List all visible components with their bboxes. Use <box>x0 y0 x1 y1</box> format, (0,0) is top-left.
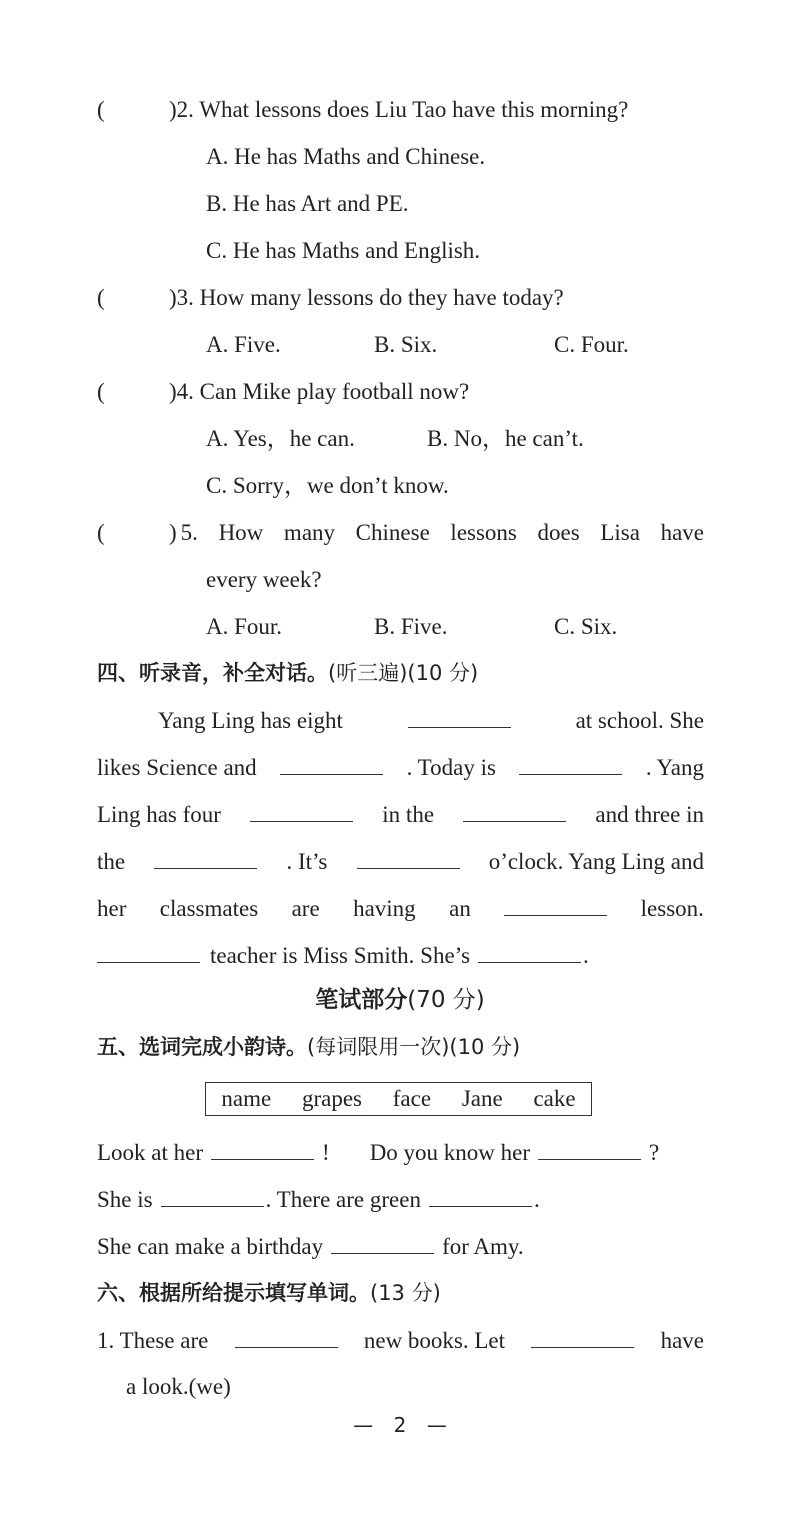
poem-text: . <box>533 1187 540 1212</box>
word-bank-item: name <box>221 1086 272 1111</box>
dialogue-text: the <box>97 849 126 874</box>
page-dash-left: — <box>353 1413 374 1437</box>
fill-blank[interactable] <box>504 893 607 916</box>
word-bank-item: cake <box>533 1086 576 1111</box>
question-text: 1. These are <box>97 1328 209 1353</box>
fill-blank[interactable] <box>357 846 460 869</box>
dialogue-text: . Today is <box>406 755 496 780</box>
answer-paren-close: ) <box>169 379 177 404</box>
page-number: 2 <box>393 1413 407 1437</box>
section-4-title: 四、听录音，补全对话。 <box>97 661 328 685</box>
question-5-stem-line <box>97 518 704 548</box>
fill-blank[interactable] <box>280 752 383 775</box>
dialogue-line-3 <box>97 799 704 830</box>
dialogue-text: . <box>583 943 589 968</box>
word-bank-item: face <box>392 1086 432 1111</box>
section-5-heading <box>97 1032 520 1062</box>
dialogue-line-5 <box>97 893 704 924</box>
question-2-option-a: A. He has Maths and Chinese. <box>206 144 486 169</box>
section-5-title: 五、选词完成小韵诗。 <box>97 1035 307 1059</box>
written-score: (70 分) <box>407 987 485 1013</box>
dialogue-text: her <box>97 896 127 921</box>
dialogue-line-6 <box>97 940 589 971</box>
dialogue-text: likes Science and <box>97 755 257 780</box>
fill-blank[interactable] <box>154 846 257 869</box>
word-bank-item: grapes <box>301 1086 362 1111</box>
question-4-option-b: B. No，he can’t. <box>427 426 584 451</box>
poem-line-3 <box>97 1231 524 1262</box>
question-4-stem-line <box>97 377 469 407</box>
poem-text: She can make a birthday <box>97 1234 324 1259</box>
poem-text: Look at her <box>97 1140 204 1165</box>
poem-text: ? <box>649 1140 660 1165</box>
question-2-stem-line <box>97 95 704 125</box>
fill-question-1-cont: a look.(we) <box>126 1374 231 1399</box>
poem-text: . There are green <box>265 1187 421 1212</box>
fill-blank[interactable] <box>463 799 566 822</box>
question-5-stem-cont: every week? <box>206 567 322 592</box>
question-4-stem: 4. Can Mike play football now? <box>176 379 470 404</box>
section-6-note: (13 分) <box>370 1281 441 1305</box>
dialogue-text: in the <box>382 802 435 827</box>
poem-text: She is <box>97 1187 153 1212</box>
answer-paren-close: ) <box>169 97 177 122</box>
question-4-option-c: C. Sorry，we don’t know. <box>206 473 449 498</box>
question-3-stem-line <box>97 283 564 313</box>
question-2-option-b: B. He has Art and PE. <box>206 191 409 216</box>
poem-line-1 <box>97 1137 659 1168</box>
dialogue-text: and three in <box>595 802 704 827</box>
dialogue-line-2 <box>97 752 704 783</box>
dialogue-text: an <box>449 896 471 921</box>
poem-text: for Amy. <box>442 1234 524 1259</box>
section-4-heading <box>97 658 478 688</box>
fill-blank[interactable] <box>531 1325 634 1348</box>
dialogue-text: Ling has four <box>97 802 221 827</box>
question-text: have <box>660 1328 704 1353</box>
fill-blank[interactable] <box>408 705 511 728</box>
section-5-note: (每词限用一次)(10 分) <box>307 1035 521 1059</box>
dialogue-text: at school. She <box>575 708 704 733</box>
word-bank-box <box>205 1082 592 1116</box>
dialogue-text: . Yang <box>645 755 704 780</box>
dialogue-line-1 <box>158 705 704 736</box>
question-4-option-a: A. Yes，he can. <box>206 426 355 451</box>
question-2-stem: 2. What lessons does Liu Tao have this morning? <box>176 97 629 122</box>
answer-paren-open: ( <box>97 285 105 310</box>
dialogue-text: classmates <box>159 896 259 921</box>
dialogue-text: having <box>353 896 416 921</box>
fill-question-1-line <box>97 1325 704 1356</box>
question-5-stem: 5. How many Chinese lessons does Lisa have <box>180 520 704 545</box>
written-title: 笔试部分 <box>315 987 408 1013</box>
section-4-note: (听三遍)(10 分) <box>328 661 479 685</box>
page-number-footer <box>0 1410 800 1440</box>
question-3-option-c: C. Four. <box>554 332 629 357</box>
question-2-option-c: C. He has Maths and English. <box>206 238 481 263</box>
fill-blank[interactable] <box>429 1184 532 1207</box>
fill-blank[interactable] <box>97 940 200 963</box>
dialogue-text: lesson. <box>640 896 704 921</box>
question-3-option-a: A. Five. <box>206 332 281 357</box>
dialogue-text: Yang Ling has eight <box>158 708 343 733</box>
answer-paren-close: ) <box>169 520 177 545</box>
question-5-option-c: C. Six. <box>554 614 618 639</box>
question-3-stem: 3. How many lessons do they have today? <box>176 285 564 310</box>
dialogue-line-4 <box>97 846 704 877</box>
answer-paren-open: ( <box>97 97 105 122</box>
dialogue-text: o’clock. Yang Ling and <box>488 849 704 874</box>
question-text: new books. Let <box>363 1328 506 1353</box>
fill-blank[interactable] <box>250 799 353 822</box>
dialogue-text: . It’s <box>286 849 328 874</box>
poem-text: Do you know her <box>369 1140 531 1165</box>
question-3-option-b: B. Six. <box>374 332 438 357</box>
dialogue-text: are <box>291 896 320 921</box>
answer-paren-open: ( <box>97 520 105 545</box>
section-6-heading <box>97 1278 441 1308</box>
question-5-option-b: B. Five. <box>374 614 448 639</box>
written-section-title <box>0 985 800 1015</box>
section-6-title: 六、根据所给提示填写单词。 <box>97 1281 370 1305</box>
poem-line-2 <box>97 1184 540 1215</box>
fill-blank[interactable] <box>478 940 581 963</box>
fill-blank[interactable] <box>211 1137 314 1160</box>
word-bank-item: Jane <box>461 1086 503 1111</box>
dialogue-text: teacher is Miss Smith. She’s <box>210 943 471 968</box>
answer-paren-open: ( <box>97 379 105 404</box>
fill-blank[interactable] <box>161 1184 264 1207</box>
fill-blank[interactable] <box>538 1137 641 1160</box>
answer-paren-close: ) <box>169 285 177 310</box>
fill-blank[interactable] <box>235 1325 338 1348</box>
question-5-option-a: A. Four. <box>206 614 283 639</box>
page-dash-right: — <box>426 1413 447 1437</box>
poem-text: ! <box>322 1140 330 1165</box>
fill-blank[interactable] <box>519 752 622 775</box>
fill-blank[interactable] <box>331 1231 434 1254</box>
